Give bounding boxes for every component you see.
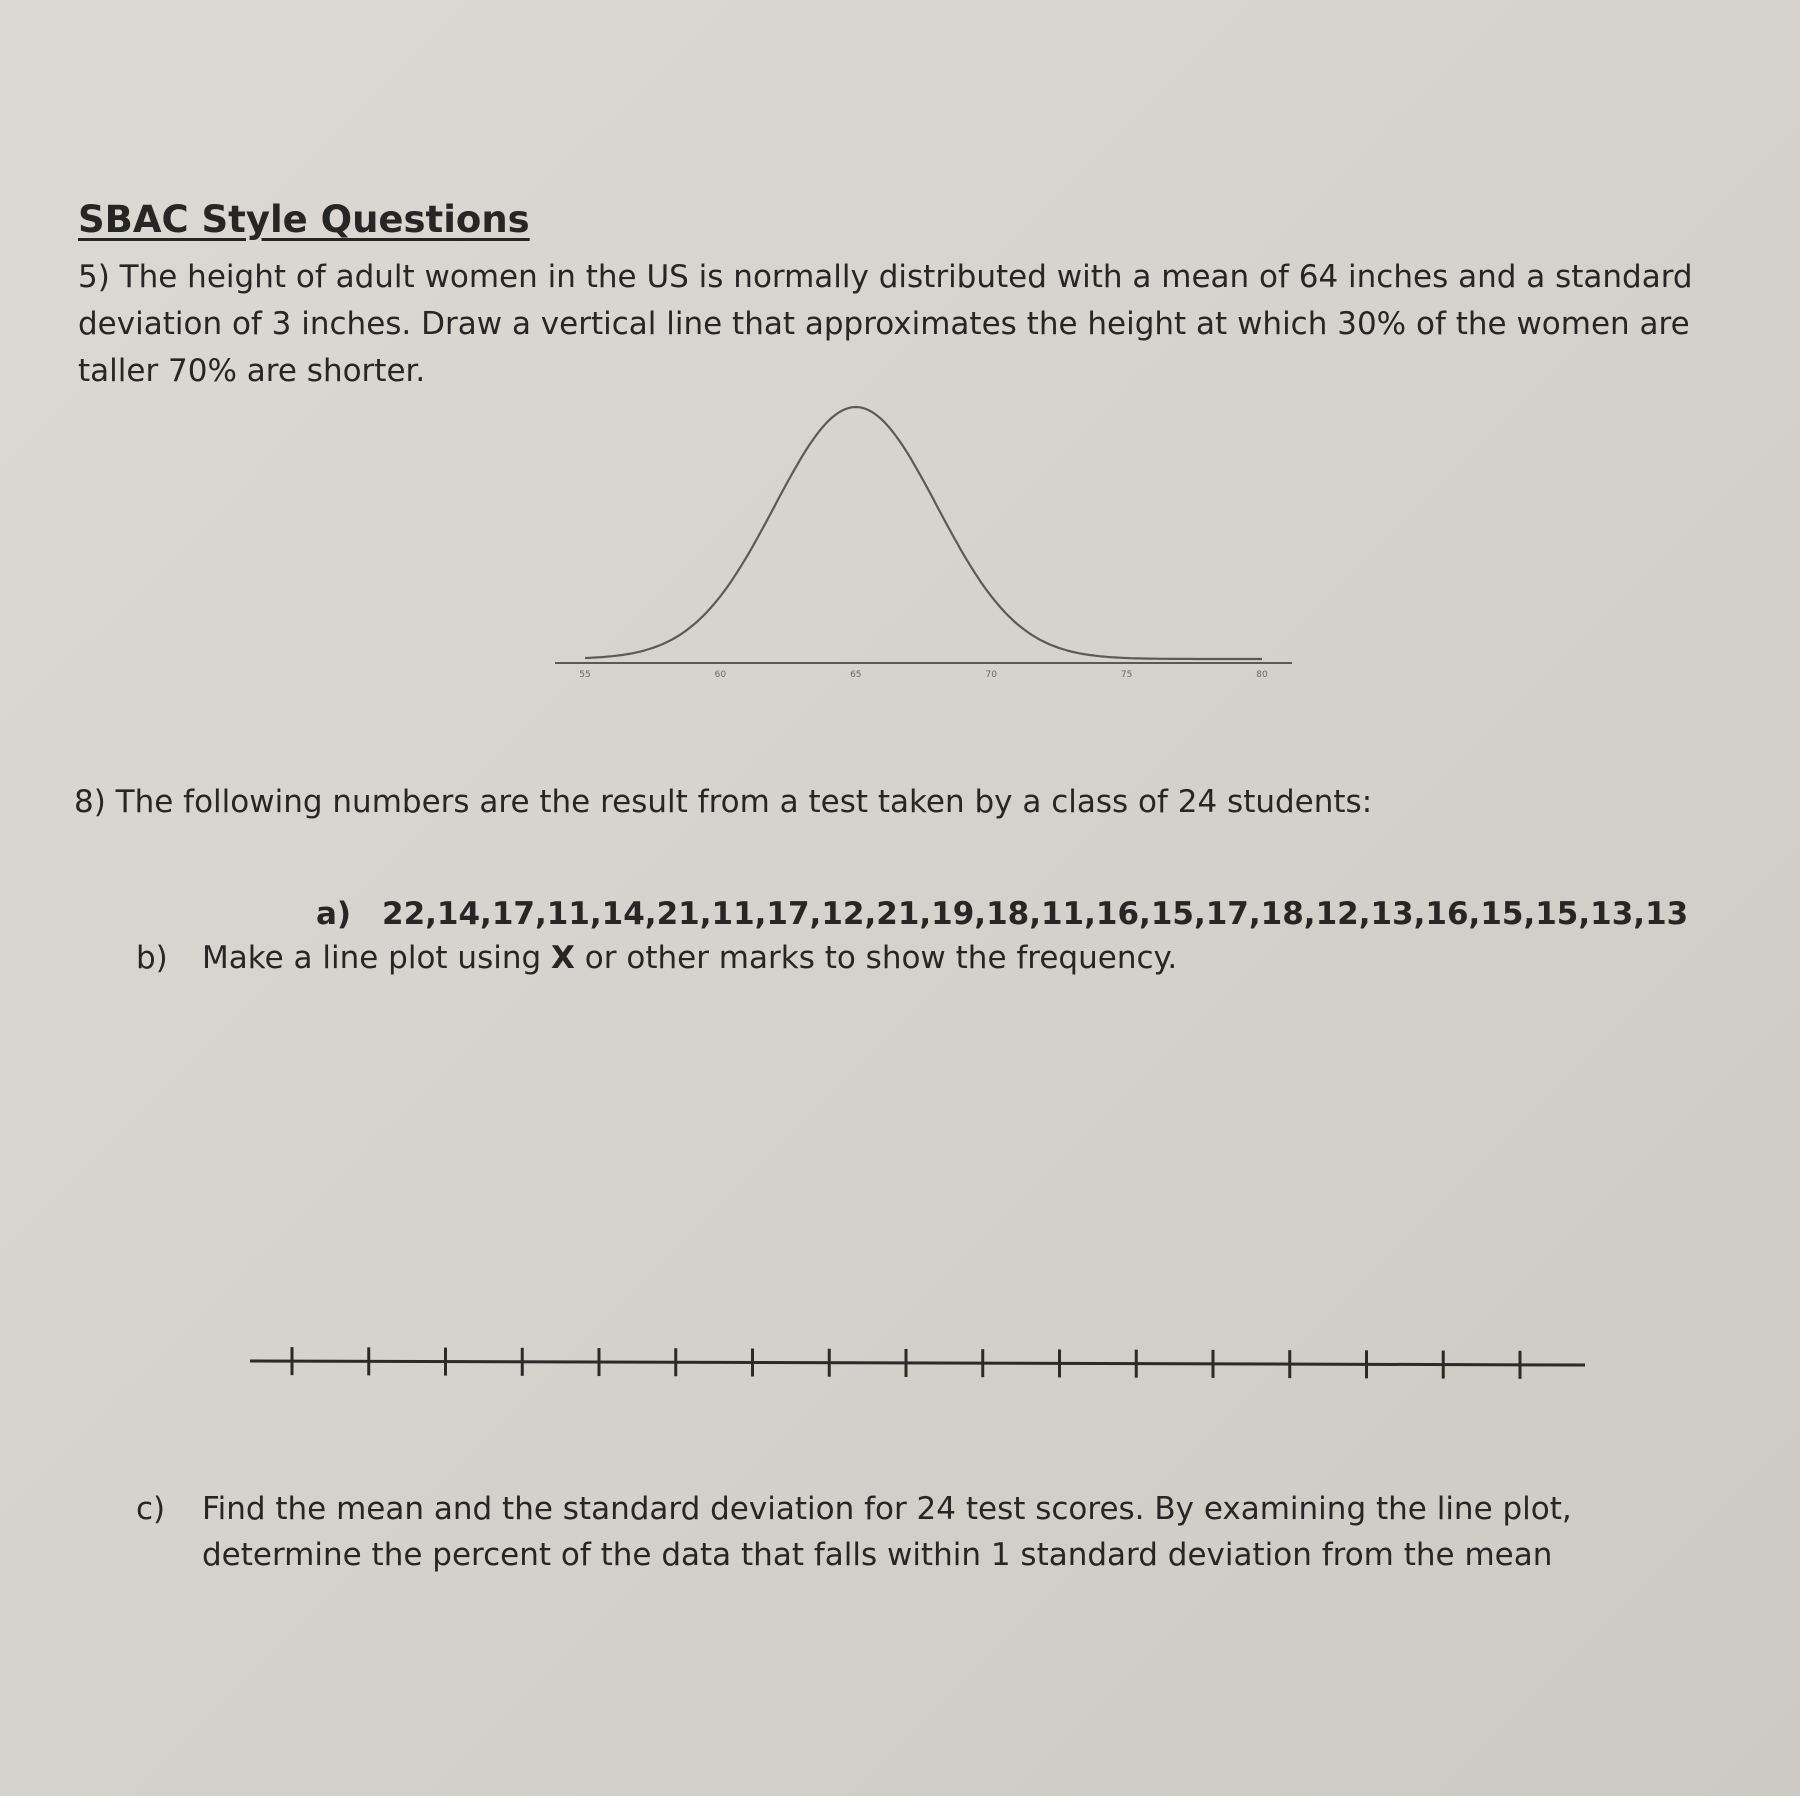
x-tick-labels bbox=[579, 670, 1268, 680]
x-tick-label: 55 bbox=[579, 670, 591, 680]
question-5-line-1: 5) The height of adult women in the US is normally distributed with a mean of 64 inches and a standard bbox=[78, 259, 1693, 295]
blank-number-line[interactable] bbox=[250, 1335, 1585, 1385]
x-tick-label: 60 bbox=[714, 670, 727, 680]
x-tick-label: 70 bbox=[985, 670, 997, 680]
normal-distribution-chart bbox=[555, 395, 1300, 695]
item-b-label: b) bbox=[136, 940, 168, 976]
question-5-line-3: taller 70% are shorter. bbox=[78, 353, 426, 389]
x-tick-label: 65 bbox=[850, 670, 862, 680]
x-tick-label: 80 bbox=[1256, 670, 1268, 680]
item-b-x-mark: X bbox=[551, 940, 575, 976]
bell-curve bbox=[585, 407, 1262, 659]
question-8c bbox=[136, 1486, 1572, 1578]
question-8b bbox=[136, 940, 1177, 976]
item-a-label: a) bbox=[316, 896, 352, 932]
question-8a bbox=[316, 896, 1688, 932]
question-8-prompt: 8) The following numbers are the result from a test taken by a class of 24 students: bbox=[74, 784, 1373, 820]
section-heading: SBAC Style Questions bbox=[78, 198, 530, 241]
number-line-axis bbox=[250, 1361, 1585, 1365]
item-c-line-1: Find the mean and the standard deviation for 24 test scores. By examining the line plot, bbox=[202, 1491, 1572, 1527]
item-c-line-2: determine the percent of the data that falls within 1 standard deviation from the mean bbox=[202, 1537, 1553, 1573]
x-tick-label: 75 bbox=[1120, 670, 1133, 680]
item-b-text-end: or other marks to show the frequency. bbox=[574, 940, 1178, 976]
test-scores-list: 22,14,17,11,14,21,11,17,12,21,19,18,11,16,15,17,18,12,13,16,15,15,13,13 bbox=[382, 896, 1689, 932]
item-c-label: c) bbox=[136, 1491, 166, 1527]
question-5-line-2: deviation of 3 inches. Draw a vertical line that approximates the height at which 30% of the women are bbox=[78, 306, 1690, 342]
item-b-text-start: Make a line plot using bbox=[202, 940, 552, 976]
question-5 bbox=[78, 254, 1778, 395]
